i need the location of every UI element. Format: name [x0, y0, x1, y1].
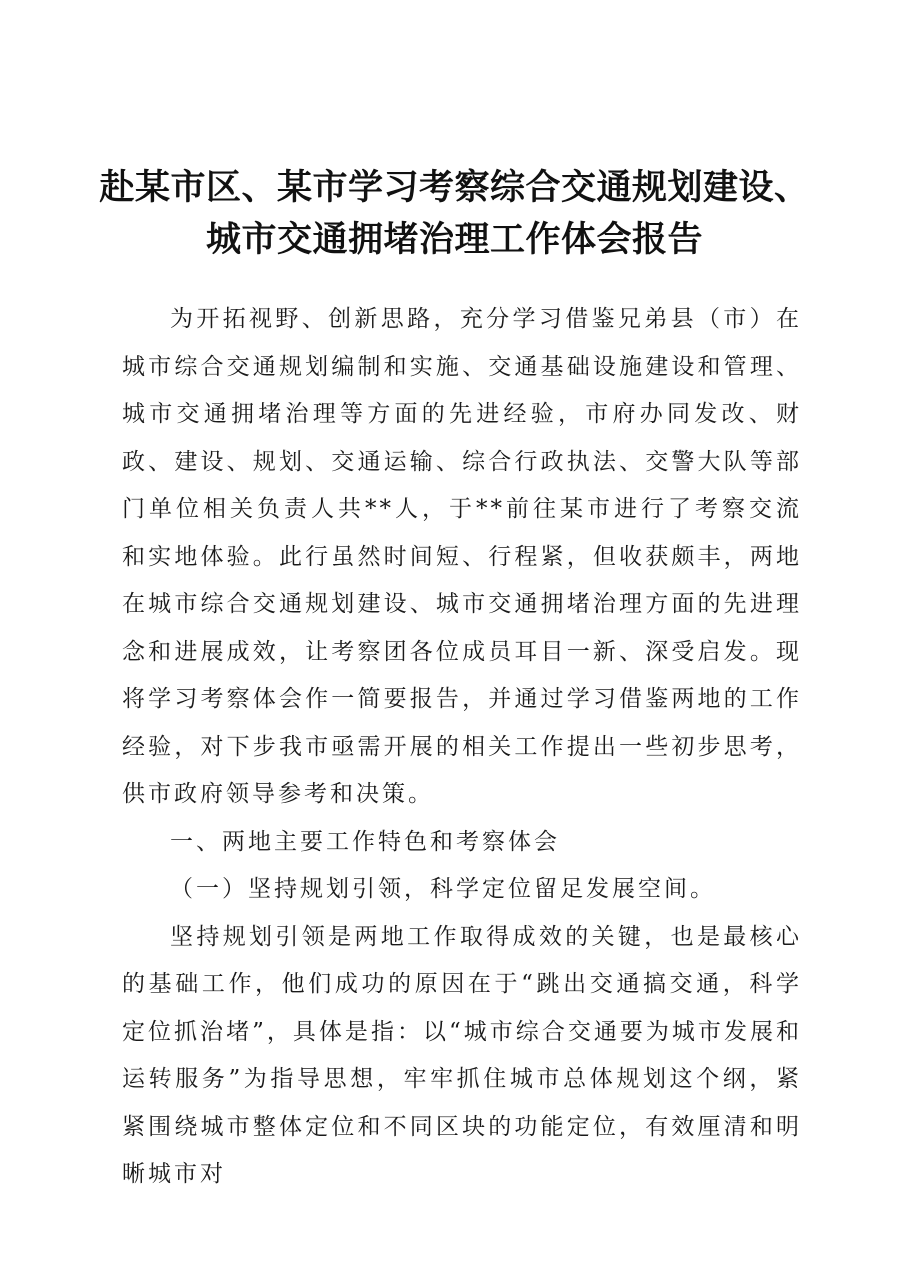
body-paragraph: 坚持规划引领是两地工作取得成效的关键，也是最核心的基础工作，他们成功的原因在于“跳出交通搞交通，科学定位抓治堵”，具体是指：以“城市综合交通要为城市发展和运转服务”为指导思想，牢牢抓住城市总体规划这个纲，紧紧围绕城市整体定位和不同区块的功能定位，有效厘清和明晰城市对 — [122, 923, 802, 1187]
subsection-heading: （一）坚持规划引领，科学定位留足发展空间。 — [170, 876, 716, 902]
document-body — [122, 296, 802, 1199]
intro-paragraph: 为开拓视野、创新思路，充分学习借鉴兄弟县（市）在城市综合交通规划编制和实施、交通基础设施建设和管理、城市交通拥堵治理等方面的先进经验，市府办同发改、财政、建设、规划、交通运输、综合行政执法、交警大队等部门单位相关负责人共**人，于**前往某市进行了考察交流和实地体验。此行虽然时间短、行程紧，但收获颇丰，两地在城市综合交通规划建设、城市交通拥堵治理方面的先进理念和进展成效，让考察团各位成员耳目一新、深受启发。现将学习考察体会作一简要报告，并通过学习借鉴两地的工作经验，对下步我市亟需开展的相关工作提出一些初步思考，供市政府领导参考和决策。 — [122, 306, 802, 807]
document-title-line-2: 城市交通拥堵治理工作体会报告 — [205, 220, 703, 260]
section-heading: 一、两地主要工作特色和考察体会 — [170, 828, 560, 855]
document-title-line-1: 赴某市区、某市学习考察综合交通规划建设、 — [99, 168, 810, 208]
